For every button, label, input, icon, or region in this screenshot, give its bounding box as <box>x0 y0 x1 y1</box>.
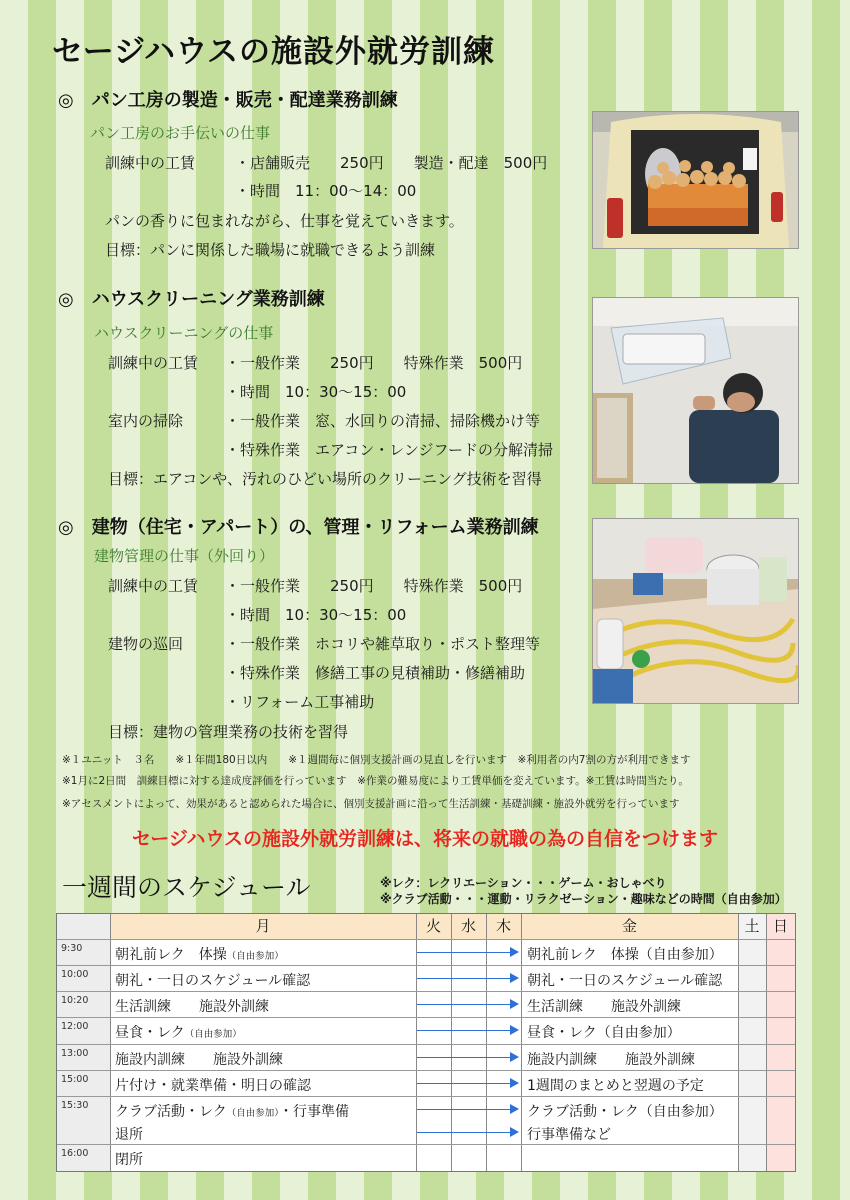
schedule-legend-club: ※クラブ活動・・・運動・リラクゼーション・趣味などの時間（自由参加） <box>380 892 787 906</box>
building-task-special: ・特殊作業 修繕工事の見積補助・修繕補助 <box>225 664 526 682</box>
sunday-column <box>766 939 795 1171</box>
note-line-2: ※1月に2日間 訓練目標に対する達成度評価を行っています ※作業の難易度により工賃単価を変えています。※工賃は時間当たり。 <box>62 775 689 787</box>
monday-activity: 片付け・就業準備・明日の確認 <box>115 1078 311 1094</box>
header-friday: 金 <box>521 914 738 939</box>
bakery-hours: ・時間 11：00〜14：00 <box>235 182 417 200</box>
header-tuesday: 火 <box>416 914 451 939</box>
friday-activity: 1週間のまとめと翌週の予定 <box>527 1078 704 1094</box>
friday-activity: 施設内訓練 施設外訓練 <box>527 1052 695 1068</box>
right-arrow-icon <box>417 952 517 953</box>
friday-activity: 朝礼・一日のスケジュール確認 <box>527 973 723 989</box>
time-label: 15:00 <box>61 1074 89 1085</box>
right-arrow-icon <box>417 1083 517 1084</box>
building-task-reform: ・リフォーム工事補助 <box>225 693 375 711</box>
cleaning-wage: ・一般作業 250円 特殊作業 500円 <box>225 354 523 372</box>
friday-activity: 昼食・レク（自由参加） <box>527 1025 681 1041</box>
header-thursday: 木 <box>486 914 521 939</box>
cleaning-hours: ・時間 10：30〜15：00 <box>225 383 407 401</box>
monday-activity: 施設内訓練 施設外訓練 <box>115 1052 283 1068</box>
slogan: セージハウスの施設外就労訓練は、将来の就職の為の自信をつけます <box>132 828 718 850</box>
note-line-3: ※アセスメントによって、効果があると認められた場合に、個別支援計画に沿って生活訓練・基礎訓練・施設外就労を行っています <box>62 798 680 810</box>
time-label: 13:00 <box>61 1048 89 1059</box>
cleaning-task-special: ・特殊作業 エアコン・レンジフードの分解清掃 <box>225 441 554 459</box>
monday-activity: 退所 <box>115 1127 143 1143</box>
schedule-table <box>56 913 796 1172</box>
friday-activity: クラブ活動・レク（自由参加） <box>527 1104 723 1120</box>
building-goal: 目標：建物の管理業務の技術を習得 <box>108 723 349 741</box>
right-arrow-icon <box>417 978 517 979</box>
header-wednesday: 水 <box>451 914 486 939</box>
friday-activity: 行事準備など <box>527 1127 611 1143</box>
schedule-title: 一週間のスケジュール <box>62 873 311 902</box>
cleaning-task-general: ・一般作業 窓、水回りの清掃、掃除機かけ等 <box>225 412 541 430</box>
page-title: セージハウスの施設外就労訓練 <box>52 34 496 70</box>
building-wage: ・一般作業 250円 特殊作業 500円 <box>225 577 523 595</box>
bakery-subheading: パン工房のお手伝いの仕事 <box>90 124 271 142</box>
time-label: 15:30 <box>61 1100 89 1111</box>
time-label: 16:00 <box>61 1148 89 1159</box>
monday-activity: 朝礼・一日のスケジュール確認 <box>115 973 311 989</box>
right-arrow-icon <box>417 1030 517 1031</box>
header-saturday: 土 <box>738 914 766 939</box>
time-label: 9:30 <box>61 943 83 954</box>
building-hours: ・時間 10：30〜15：00 <box>225 606 407 624</box>
cleaning-heading: ◎ ハウスクリーニング業務訓練 <box>58 289 325 310</box>
time-label: 10:20 <box>61 995 89 1006</box>
bakery-van-photo <box>592 111 799 249</box>
monday-activity: クラブ活動・レク（自由参加）・行事準備 <box>115 1104 349 1120</box>
right-arrow-icon <box>417 1057 517 1058</box>
monday-activity: 閉所 <box>115 1152 143 1168</box>
bakery-wage-label: 訓練中の工賃 <box>105 154 196 172</box>
building-task-label: 建物の巡回 <box>108 635 184 653</box>
building-tools-photo <box>592 518 799 704</box>
time-label: 12:00 <box>61 1021 89 1032</box>
building-heading: ◎ 建物（住宅・アパート）の、管理・リフォーム業務訓練 <box>58 517 539 538</box>
saturday-column <box>738 939 766 1171</box>
cleaning-goal: 目標：エアコンや、汚れのひどい場所のクリーニング技術を習得 <box>108 470 542 488</box>
monday-activity: 生活訓練 施設外訓練 <box>115 999 269 1015</box>
bakery-description: パンの香りに包まれながら、仕事を覚えていきます。 <box>105 212 464 230</box>
bakery-heading: ◎ パン工房の製造・販売・配達業務訓練 <box>58 90 398 111</box>
building-wage-label: 訓練中の工賃 <box>108 577 199 595</box>
schedule-legend-rec: ※レク：レクリエーション・・・ゲーム・おしゃべり <box>380 876 667 890</box>
cleaning-task-label: 室内の掃除 <box>108 412 184 430</box>
time-label: 10:00 <box>61 969 89 980</box>
cleaning-wage-label: 訓練中の工賃 <box>108 354 199 372</box>
cleaning-subheading: ハウスクリーニングの仕事 <box>94 324 274 342</box>
note-line-1: ※１ユニット ３名 ※１年間180日以内 ※１週間毎に個別支援計画の見直しを行います ※利用者の内7割の方が利用できます <box>62 754 691 766</box>
building-subheading: 建物管理の仕事（外回り） <box>94 547 275 565</box>
bakery-wage: ・店舗販売 250円 製造・配達 500円 <box>235 154 548 172</box>
bakery-goal: 目標：パンに関係した職場に就職できるよう訓練 <box>105 241 436 259</box>
friday-activity: 朝礼前レク 体操（自由参加） <box>527 947 723 963</box>
friday-activity: 生活訓練 施設外訓練 <box>527 999 681 1015</box>
header-sunday: 日 <box>766 914 795 939</box>
monday-activity: 昼食・レク（自由参加） <box>115 1025 242 1041</box>
right-arrow-icon <box>417 1109 517 1110</box>
right-arrow-icon <box>417 1132 517 1133</box>
building-task-general: ・一般作業 ホコリや雑草取り・ポスト整理等 <box>225 635 541 653</box>
right-arrow-icon <box>417 1004 517 1005</box>
header-monday: 月 <box>110 914 416 939</box>
aircon-cleaning-photo <box>592 297 799 484</box>
monday-activity: 朝礼前レク 体操（自由参加） <box>115 947 284 963</box>
